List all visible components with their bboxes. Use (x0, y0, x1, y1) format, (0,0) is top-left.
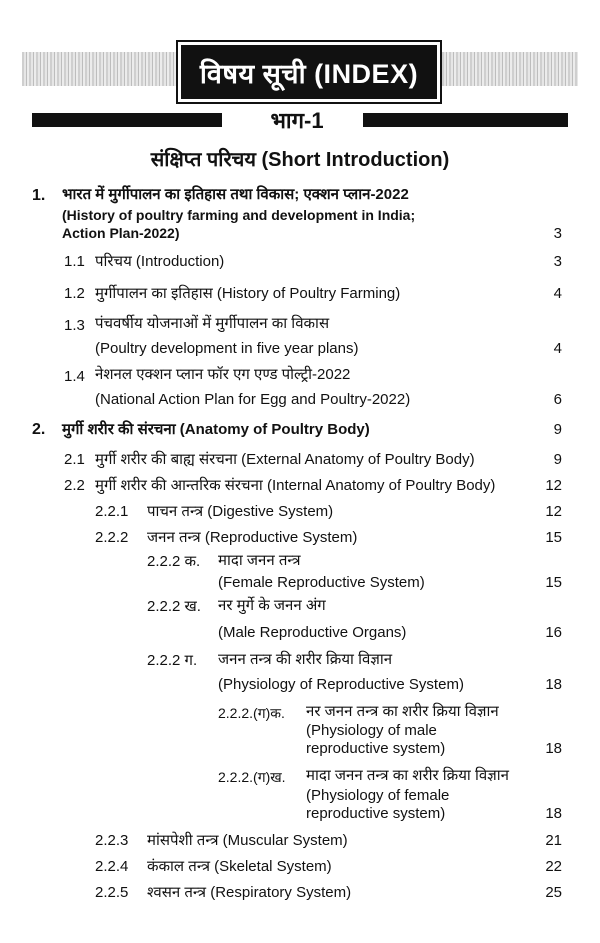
chapter-title-hindi: भारत में मुर्गीपालन का इतिहास तथा विकास; एक्शन प्लान-2022 (62, 186, 409, 203)
part-heading (32, 105, 568, 135)
part-bar-right (363, 113, 568, 127)
section-title: नेशनल एक्शन प्लान फॉर एग एण्ड पोल्ट्री-2022 (95, 366, 351, 383)
subsubsection-number: 2.2.2 क. (147, 553, 201, 570)
chapter-number: 1. (32, 187, 46, 204)
page-number: 4 (553, 285, 562, 302)
deep-section-title-english: (Physiology of female (306, 787, 450, 804)
page-title: विषय सूची (INDEX) (199, 58, 419, 89)
part-bar-left (32, 113, 222, 127)
section-subtitle: संक्षिप्त परिचय (Short Introduction) (150, 149, 450, 171)
subsection-title: मांसपेशी तन्त्र (Muscular System) (147, 832, 348, 849)
section-title: परिचय (Introduction) (95, 253, 225, 270)
page-number: 3 (553, 225, 562, 242)
page-number: 16 (545, 624, 562, 641)
subsubsection-title-english: (Physiology of Reproductive System) (218, 676, 464, 693)
subsubsection-number: 2.2.2 ख. (147, 598, 201, 615)
subsection-number: 2.2.2 (95, 529, 129, 546)
section-title: मुर्गी शरीर की बाह्य संरचना (External Anatomy of Poultry Body) (95, 451, 475, 468)
chapter-title-english-2: Action Plan-2022) (62, 225, 180, 241)
subsubsection-number: 2.2.2 ग. (147, 652, 198, 669)
page-number: 3 (553, 253, 562, 270)
subsection-number: 2.2.3 (95, 832, 129, 849)
section-title-english: (National Action Plan for Egg and Poultry-2022) (95, 391, 411, 408)
chapter-number: 2. (32, 421, 46, 438)
page-number: 9 (553, 421, 562, 438)
deep-section-title: नर जनन तन्त्र का शरीर क्रिया विज्ञान (306, 703, 499, 720)
subsection-number: 2.2.5 (95, 884, 129, 901)
subsubsection-title-english: (Male Reproductive Organs) (218, 624, 407, 641)
index-banner (0, 42, 600, 98)
subsubsection-title: जनन तन्त्र की शरीर क्रिया विज्ञान (218, 651, 393, 668)
page-number: 22 (545, 858, 562, 875)
subsubsection-title-english: (Female Reproductive System) (218, 574, 425, 591)
page-number: 12 (545, 503, 562, 520)
page-number: 21 (545, 832, 562, 849)
chapter-title-english: (History of poultry farming and development in India; (62, 207, 416, 223)
section-number: 1.2 (64, 285, 85, 302)
section-number: 1.1 (64, 253, 85, 270)
page-number: 9 (553, 451, 562, 468)
section-title-english: (Poultry development in five year plans) (95, 340, 359, 357)
subsection-title: पाचन तन्त्र (Digestive System) (147, 503, 334, 520)
page-number: 15 (545, 529, 562, 546)
page-number: 12 (545, 477, 562, 494)
subsubsection-title: मादा जनन तन्त्र (218, 552, 301, 569)
page-number: 4 (553, 340, 562, 357)
part-label: भाग-1 (270, 108, 324, 133)
deep-section-title: मादा जनन तन्त्र का शरीर क्रिया विज्ञान (306, 767, 509, 784)
page-number: 18 (545, 740, 562, 757)
section-title: पंचवर्षीय योजनाओं में मुर्गीपालन का विकास (95, 315, 330, 332)
section-title: मुर्गीपालन का इतिहास (History of Poultry Farming) (95, 285, 401, 302)
section-number: 1.3 (64, 317, 85, 334)
page-number: 25 (545, 884, 562, 901)
section-number: 2.2 (64, 477, 85, 494)
deep-section-title-english-2: reproductive system) (306, 740, 446, 757)
section-number: 1.4 (64, 368, 85, 385)
banner-title-box (178, 42, 440, 102)
page-number: 18 (545, 676, 562, 693)
subsection-number: 2.2.1 (95, 503, 129, 520)
deep-section-title-english: (Physiology of male (306, 722, 437, 739)
section-number: 2.1 (64, 451, 85, 468)
deep-section-number: 2.2.2.(ग)ख. (218, 769, 286, 785)
subsection-title: कंकाल तन्त्र (Skeletal System) (147, 858, 332, 875)
subsubsection-title: नर मुर्गे के जनन अंग (218, 597, 326, 614)
section-title: मुर्गी शरीर की आन्तरिक संरचना (Internal Anatomy of Poultry Body) (95, 477, 496, 494)
chapter-title: मुर्गी शरीर की संरचना (Anatomy of Poultry Body) (62, 421, 370, 438)
page-number: 15 (545, 574, 562, 591)
subsection-title: श्वसन तन्त्र (Respiratory System) (147, 884, 352, 901)
subsection-number: 2.2.4 (95, 858, 129, 875)
page-number: 18 (545, 805, 562, 822)
deep-section-number: 2.2.2.(ग)क. (218, 705, 285, 721)
deep-section-title-english-2: reproductive system) (306, 805, 446, 822)
subsection-title: जनन तन्त्र (Reproductive System) (147, 529, 358, 546)
page-number: 6 (553, 391, 562, 408)
